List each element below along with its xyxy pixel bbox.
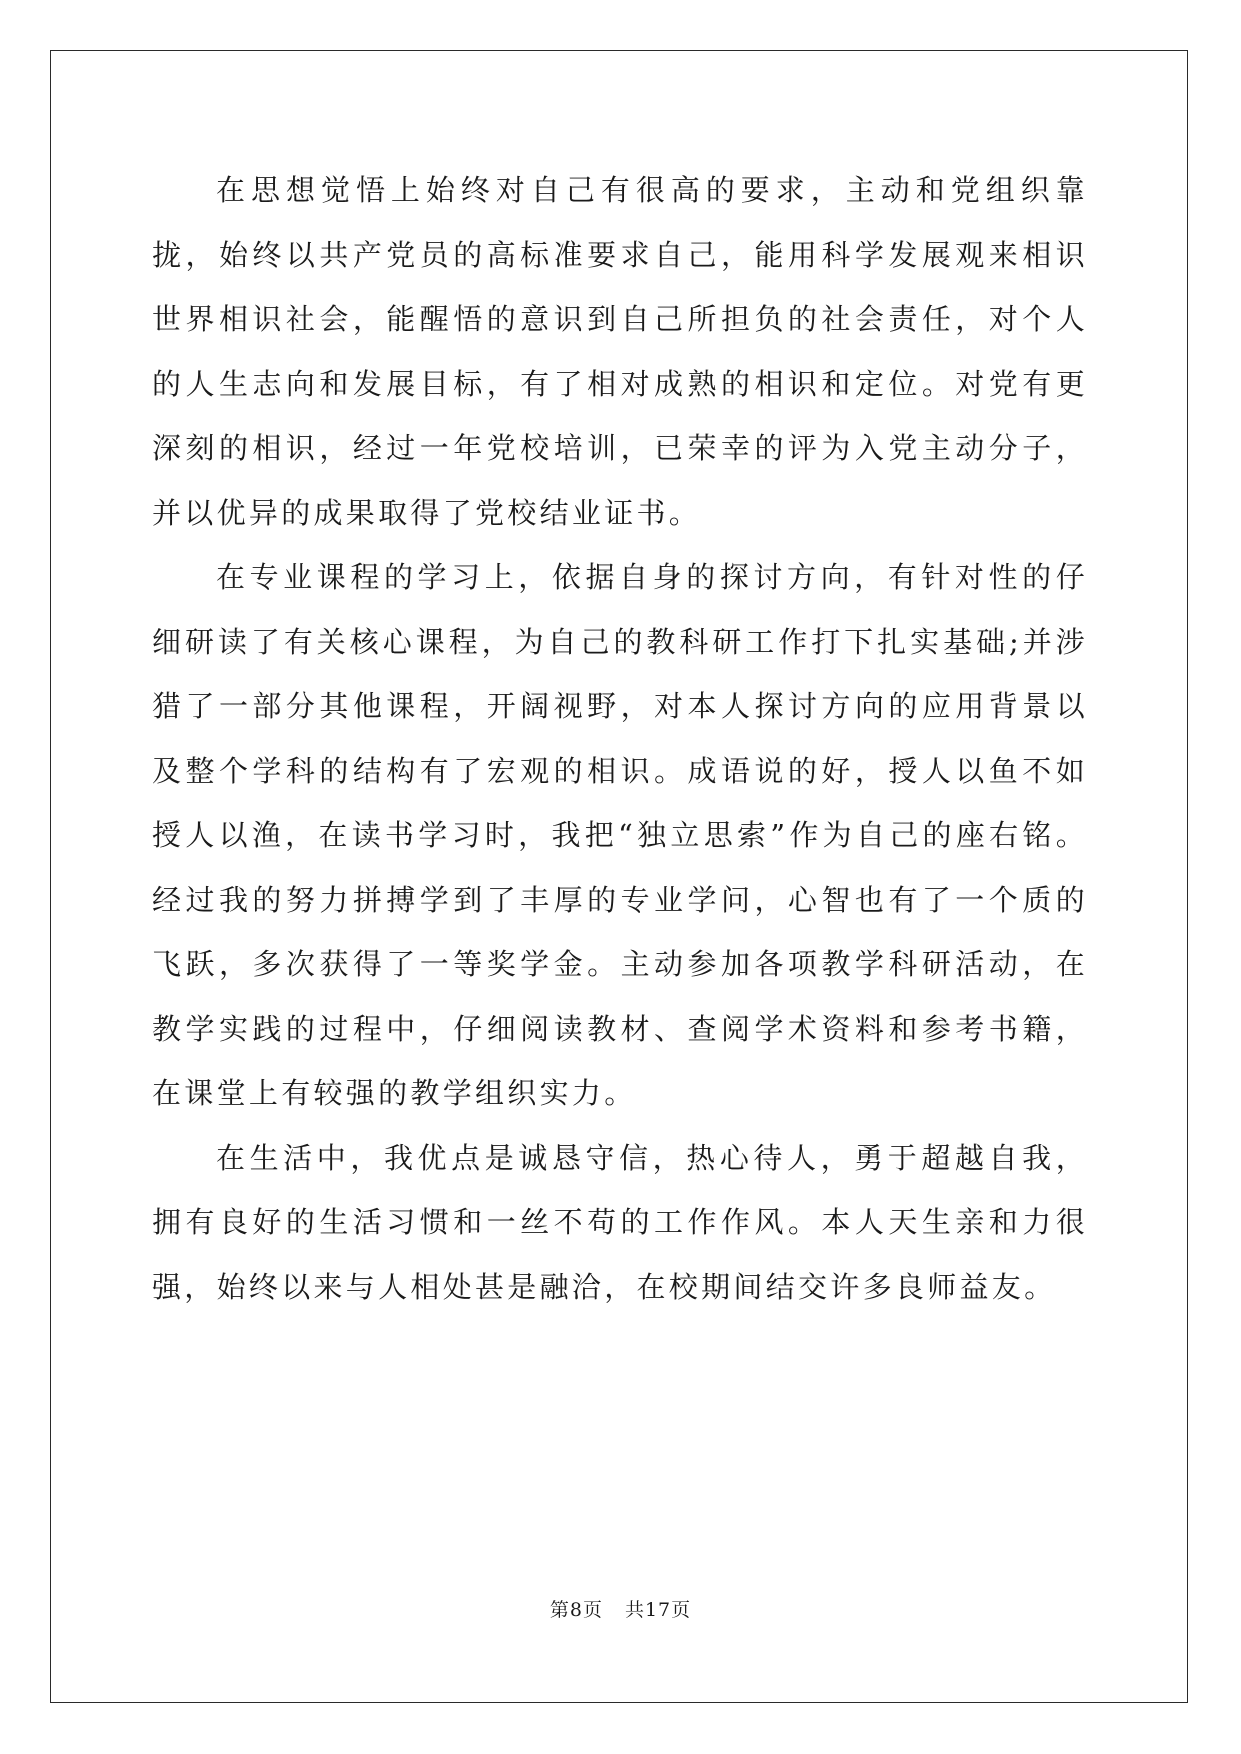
page-total: 共17页 [624, 1599, 692, 1621]
paragraph-daily-life: 在生活中，我优点是诚恳守信，热心待人，勇于超越自我，拥有良好的生活习惯和一丝不苟的工作作风。本人天生亲和力很强，始终以来与人相处甚是融洽，在校期间结交许多良师益友。 [152, 1140, 1088, 1304]
paragraph-professional-study: 在专业课程的学习上，依据自身的探讨方向，有针对性的仔细研读了有关核心课程，为自己的教科研工作打下扎实基础;并涉猎了一部分其他课程，开阔视野，对本人探讨方向的应用背景以及整个学科的结构有了宏观的相识。成语说的好，授人以鱼不如授人以渔，在读书学习时，我把“独立思索”作为自己的座右铭。经过我的努力拼搏学到了丰厚的专业学问，心智也有了一个质的飞跃，多次获得了一等奖学金。主动参加各项教学科研活动，在教学实践的过程中，仔细阅读教材、查阅学术资料和参考书籍，在课堂上有较强的教学组织实力。 [152, 560, 1088, 1110]
document-body [152, 158, 1088, 1319]
paragraph-political-awareness: 在思想觉悟上始终对自己有很高的要求，主动和党组织靠拢，始终以共产党员的高标准要求自己，能用科学发展观来相识世界相识社会，能醒悟的意识到自己所担负的社会责任，对个人的人生志向和发展目标，有了相对成熟的相识和定位。对党有更深刻的相识，经过一年党校培训，已荣幸的评为入党主动分子，并以优异的成果取得了党校结业证书。 [152, 173, 1088, 530]
page-number: 第8页 [549, 1599, 603, 1621]
page-footer [0, 1595, 1241, 1622]
